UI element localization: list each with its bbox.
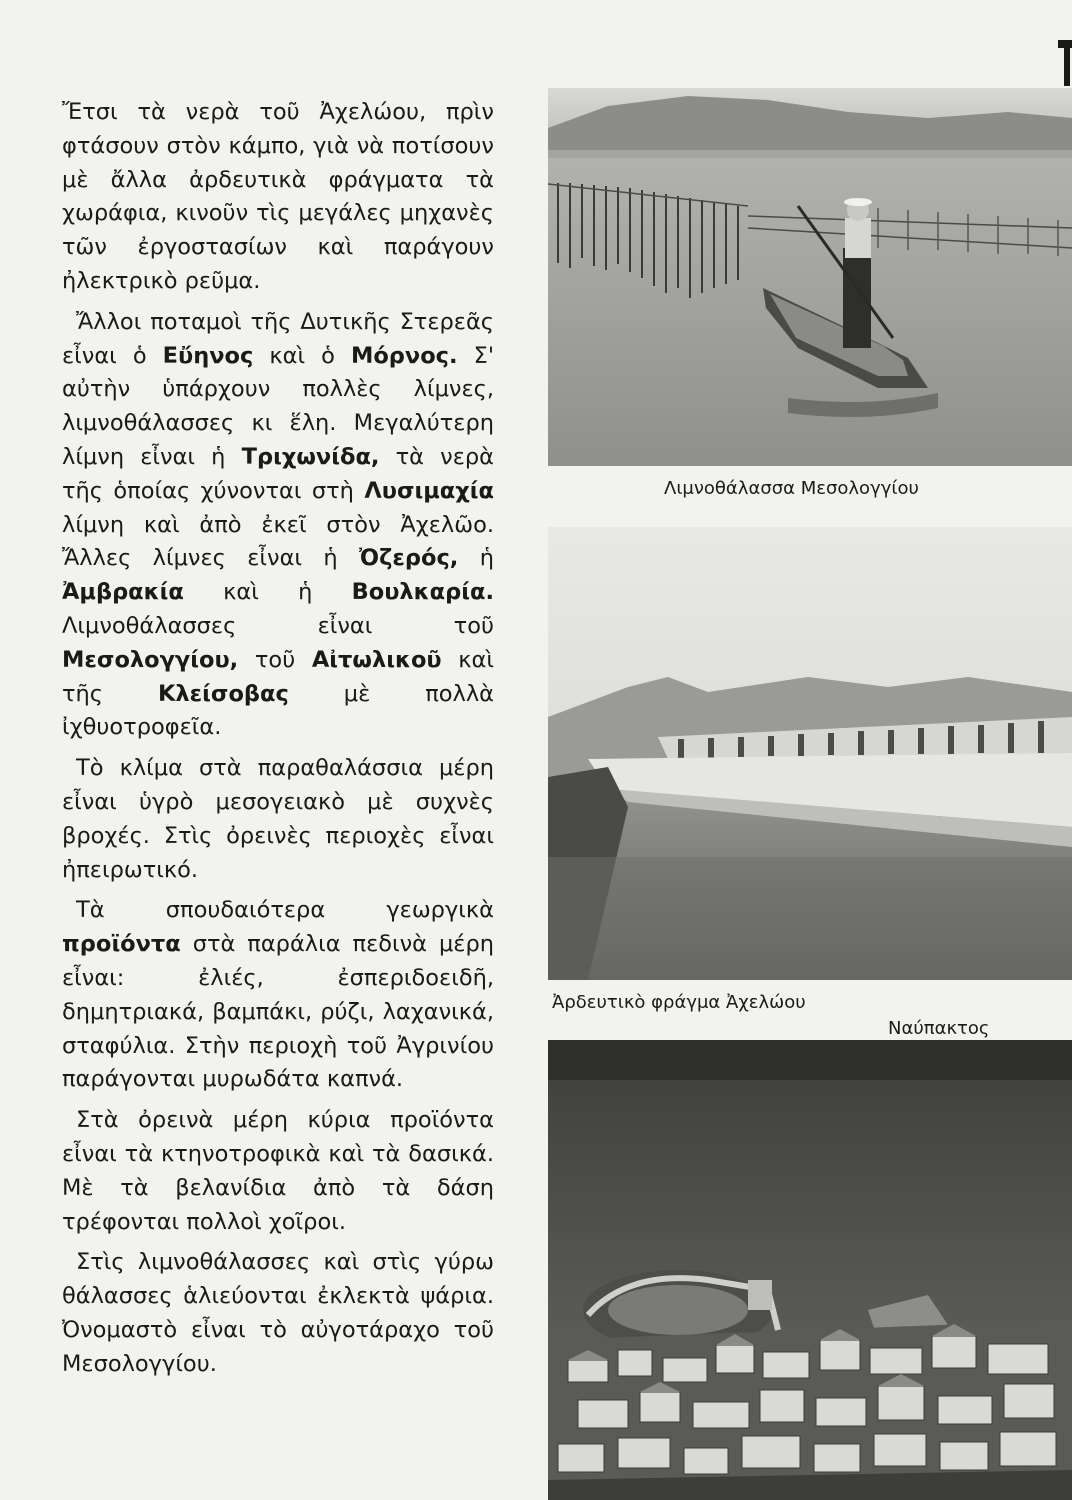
body-text-column (62, 96, 494, 1388)
caption-dam: Ἀρδευτικὸ φράγμα Ἀχελώου (552, 992, 806, 1013)
paragraph-fishing: Στὶς λιμνοθάλασσες καὶ στὶς γύρω θάλασσες ἁλιεύονται ἐκλεκτὰ ψάρια. Ὀνομαστὸ εἶναι τὸ αὐγοτάραχο τοῦ Μεσολογγίου. (62, 1249, 494, 1377)
paragraph-mountain-products: Στὰ ὀρεινὰ μέρη κύρια προϊόντα εἶναι τὰ κτηνοτροφικὰ καὶ τὰ δασικά. Μὲ τὰ βελανίδια ἀπὸ τὰ δάση τρέφονται πολλοὶ χοῖροι. (62, 1107, 494, 1235)
term-lysimachia: Λυσιμαχία (364, 477, 494, 504)
term-evinos: Εὔηνος (162, 342, 254, 369)
paragraph-acheloos: Ἔτσι τὰ νερὰ τοῦ Ἀχελώου, πρὶν φτάσουν στὸν κάμπο, γιὰ νὰ ποτίσουν μὲ ἄλλα ἀρδευτικὰ φράγματα τὰ χωράφια, κινοῦν τὶς μεγάλες μηχανὲς τῶν ἐργοστασίων καὶ παράγουν ἠλεκτρικὸ ρεῦμα. (62, 99, 494, 294)
term-amvrakia: Ἀμβρακία (62, 579, 184, 606)
paragraph-products: Τὰ σπουδαιότερα γεωργικὰ προϊόντα στὰ παράλια πεδινὰ μέρη εἶναι: ἐλιές, ἐσπεριδοειδῆ, δημητριακά, βαμπάκι, ρύζι, λαχανικά, σταφύλια. Στὴν περιοχὴ τοῦ Ἀγρινίου παράγονται μυρωδάτα καπνά. (62, 897, 494, 1093)
caption-nafpaktos: Ναύπακτος (888, 1018, 990, 1039)
term-ozeros: Ὀζερός, (359, 545, 459, 572)
page-edge-mark (1058, 34, 1072, 86)
term-mesolongi: Μεσολογγίου, (62, 646, 239, 673)
photo-acheloos-dam (548, 527, 1072, 980)
paragraph-rivers-lakes: Ἄλλοι ποταμοὶ τῆς Δυτικῆς Στερεᾶς εἶναι ὁ Εὔηνος καὶ ὁ Μόρνος. Σ' αὐτὴν ὑπάρχουν πολλὲς λίμνες, λιμνοθάλασσες κι ἕλη. Μεγαλύτερη λίμνη εἶναι ἡ Τριχωνίδα, τὰ νερὰ τῆς ὁποίας χύνονται στὴ Λυσιμαχία λίμνη καὶ ἀπὸ ἐκεῖ στὸν Ἀχελῶο. Ἄλλες λίμνες εἶναι ἡ Ὀζερός, ἡ Ἀμβρακία καὶ ἡ Βουλκαρία. Λιμνοθάλασσες εἶναι τοῦ Μεσολογγίου, τοῦ Αἰτωλικοῦ καὶ τῆς Κλείσοβας μὲ πολλὰ ἰχθυοτροφεῖα. (62, 308, 495, 741)
term-kleisova: Κλείσοβας (157, 680, 289, 707)
paragraph-climate: Τὸ κλίμα στὰ παραθαλάσσια μέρη εἶναι ὑγρὸ μεσογειακὸ μὲ συχνὲς βροχές. Στὶς ὀρεινὲς περιοχὲς εἶναι ἠπειρωτικό. (62, 755, 494, 883)
term-trichonida: Τριχωνίδα, (241, 443, 380, 470)
photo-lagoon-mesolongi (548, 88, 1072, 466)
term-products: προϊόντα (62, 931, 181, 958)
caption-lagoon: Λιμνοθάλασσα Μεσολογγίου (664, 478, 919, 499)
term-voulkaria: Βουλκαρία. (351, 579, 494, 606)
photo-nafpaktos (548, 1040, 1072, 1500)
term-aitoliko: Αἰτωλικοῦ (311, 646, 442, 673)
term-mornos: Μόρνος. (350, 342, 458, 369)
